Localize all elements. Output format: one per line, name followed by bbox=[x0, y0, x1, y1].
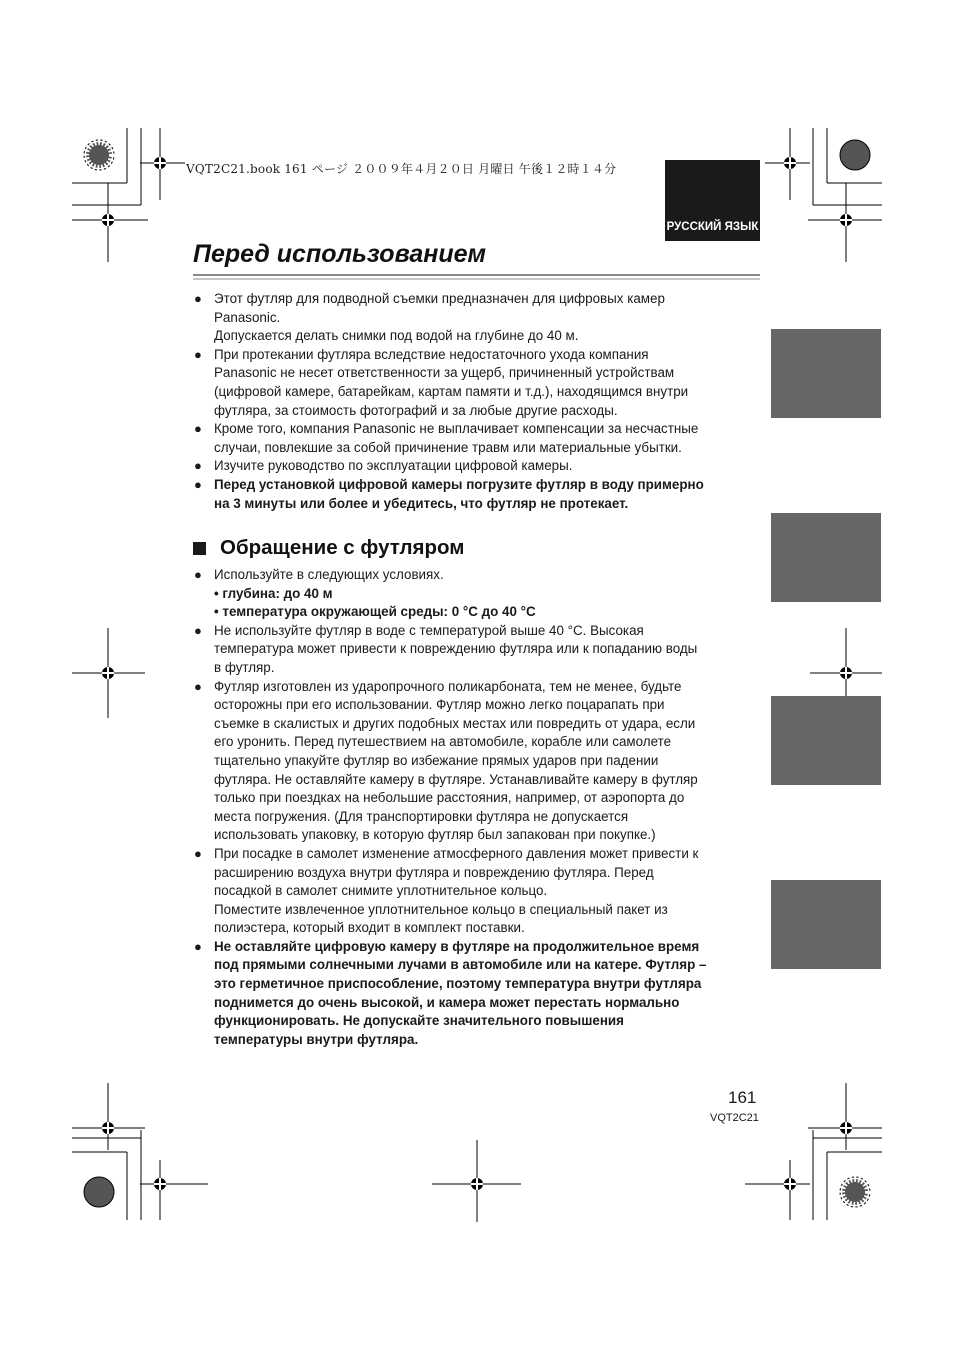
bullet-icon: ● bbox=[194, 678, 202, 694]
page-number: 161 bbox=[728, 1088, 757, 1107]
list-item-line: на 3 минуты или более и убедитесь, что футляр не протекает. bbox=[214, 495, 629, 511]
list-item bbox=[193, 290, 760, 346]
square-bullet-icon bbox=[193, 542, 206, 555]
list-item-line: Panasonic. bbox=[214, 309, 281, 325]
condition-line: • глубина: до 40 м bbox=[214, 585, 333, 601]
list-item-line: Допускается делать снимки под водой на глубине до 40 м. bbox=[214, 328, 579, 344]
list-item-line: его уронить. Перед путешествием на автомобиле, корабле или самолете bbox=[214, 734, 672, 750]
bullet-icon: ● bbox=[194, 346, 202, 362]
list-item-line: Перед установкой цифровой камеры погрузите футляр в воду примерно bbox=[214, 476, 704, 492]
title-rule bbox=[193, 274, 760, 276]
list-item-line: функционировать. Не допускайте значительного повышения bbox=[214, 1013, 624, 1029]
list-item-line: использовать упаковку, в которую футляр был запакован при покупке.) bbox=[214, 827, 656, 843]
list-item bbox=[193, 566, 760, 622]
bullet-icon: ● bbox=[194, 938, 202, 954]
list-item-line: Футляр изготовлен из ударопрочного поликарбоната, тем не менее, будьте bbox=[214, 678, 682, 694]
list-item bbox=[193, 622, 760, 678]
list-item-line: температуры внутри футляра. bbox=[214, 1031, 419, 1047]
page-title: Перед использованием bbox=[193, 240, 487, 268]
handling-list bbox=[193, 566, 760, 1049]
list-item-line: Не оставляйте цифровую камеру в футляре на продолжительное время bbox=[214, 938, 700, 954]
list-item-line: Этот футляр для подводной съемки предназначен для цифровых камер bbox=[214, 291, 665, 306]
bullet-icon: ● bbox=[194, 458, 202, 474]
list-item-line: температура может привести к повреждению футляра или к попаданию воды bbox=[214, 641, 698, 657]
intro-list bbox=[193, 290, 760, 513]
list-item-line: тщательно упакуйте футляр во избежание прямых ударов при падении bbox=[214, 752, 659, 768]
list-item-line: полиэстера, который входит в комплект поставки. bbox=[214, 920, 525, 936]
bullet-icon: ● bbox=[194, 291, 202, 306]
list-item bbox=[193, 678, 760, 845]
list-item-line: Panasonic не несет ответственности за ущерб, причиненный устройствам bbox=[214, 365, 675, 381]
list-item-line: под прямыми солнечными лучами в автомобиле или на катере. Футляр – bbox=[214, 957, 707, 973]
side-tab-3 bbox=[771, 696, 881, 785]
list-item-line: посадкой в самолет снимите уплотнительное кольцо. bbox=[214, 883, 548, 899]
list-item-line: осторожны при его использовании. Футляр можно легко поцарапать при bbox=[214, 697, 665, 713]
list-item bbox=[193, 938, 760, 1050]
list-item bbox=[193, 457, 760, 476]
list-item-line: это герметичное приспособление, поэтому температура внутри футляра bbox=[214, 976, 702, 992]
condition-line: • температура окружающей среды: 0 °C до 40 °C bbox=[214, 604, 536, 620]
print-header: VQT2C21.book 161 ページ ２００９年４月２０日 月曜日 午後１２時１４分 bbox=[186, 162, 617, 176]
side-tab-1 bbox=[771, 329, 881, 418]
side-tab-2 bbox=[771, 513, 881, 602]
list-item-line: поднимется до очень высокой, и камера может перестать нормально bbox=[214, 994, 680, 1010]
bullet-icon: ● bbox=[194, 845, 202, 861]
list-item-line: места погружения. (Для транспортировки футляра не допускается bbox=[214, 808, 629, 824]
list-item-line: При протекании футляра вследствие недостаточного ухода компания bbox=[214, 346, 649, 362]
list-item bbox=[193, 346, 760, 420]
language-tab bbox=[665, 160, 760, 241]
title-rule-light bbox=[193, 278, 760, 280]
list-item-line: Не используйте футляр в воде с температурой выше 40 °C. Высокая bbox=[214, 622, 644, 638]
list-item-line: При посадке в самолет изменение атмосферного давления может привести к bbox=[214, 845, 699, 861]
bullet-icon: ● bbox=[194, 622, 202, 638]
side-tab-4 bbox=[771, 880, 881, 969]
list-item-line: съемке в скалистых и других подобных местах или повредить от удара, если bbox=[214, 715, 696, 731]
language-tab-label: РУССКИЙ ЯЗЫК bbox=[666, 221, 759, 233]
bullet-icon: ● bbox=[194, 567, 202, 582]
list-item-line: расширению воздуха внутри футляра и повреждению футляра. Перед bbox=[214, 864, 654, 880]
list-item-line: только при поездках на небольшие расстояния, например, от аэропорта до bbox=[214, 790, 685, 806]
list-item-line: Изучите руководство по эксплуатации цифровой камеры. bbox=[214, 458, 573, 474]
list-item bbox=[193, 420, 760, 457]
list-item-line: случаи, повлекшие за собой причинение травм или материальные убытки. bbox=[214, 439, 682, 455]
list-item-line: Используйте в следующих условиях. bbox=[214, 567, 444, 582]
list-item-line: Кроме того, компания Panasonic не выплачивает компенсации за несчастные bbox=[214, 421, 699, 437]
document-code: VQT2C21 bbox=[710, 1112, 759, 1124]
section-title: Обращение с футляром bbox=[220, 536, 465, 559]
list-item-line: Поместите извлеченное уплотнительное кольцо в специальный пакет из bbox=[214, 901, 668, 917]
list-item-line: (цифровой камере, батарейкам, картам памяти и т.д.), находящимся внутри bbox=[214, 383, 689, 399]
list-item-line: футляра. Не оставляйте камеру в футляре. Устанавливайте камеру в футляр bbox=[214, 771, 698, 787]
section-heading bbox=[193, 536, 464, 560]
list-item-line: футляра, за стоимость фотографий и за любые другие расходы. bbox=[214, 402, 618, 418]
list-item bbox=[193, 845, 760, 938]
list-item-line: в футляр. bbox=[214, 659, 275, 675]
bullet-icon: ● bbox=[194, 421, 202, 437]
bullet-icon: ● bbox=[194, 476, 202, 492]
list-item bbox=[193, 476, 760, 513]
